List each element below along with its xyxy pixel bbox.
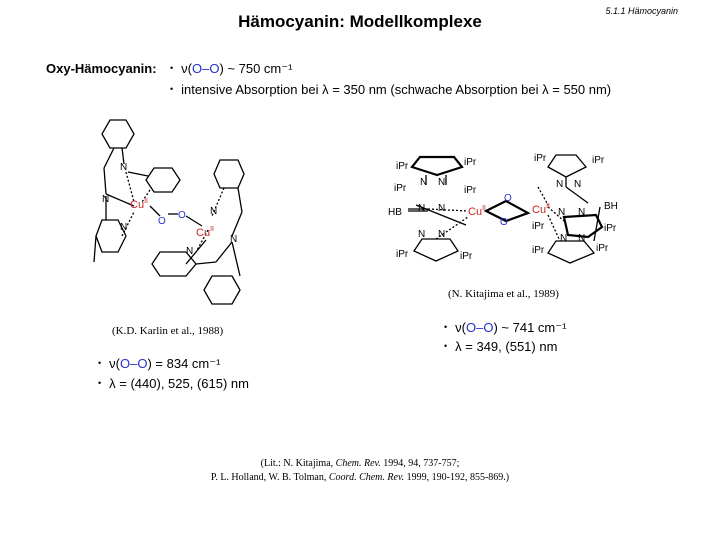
svg-text:iPr: iPr [596, 243, 609, 254]
karlin-complex-structure [92, 112, 268, 318]
svg-text:N: N [120, 222, 128, 233]
svg-text:N: N [556, 179, 564, 190]
literature-line-1: (Lit.: N. Kitajima, Chem. Rev. 1994, 94, 737-757; [260, 458, 460, 469]
svg-text:N: N [578, 233, 586, 244]
svg-text:iPr: iPr [394, 183, 407, 194]
svg-text:N: N [558, 207, 566, 218]
copper-center-right: $Cu^{II}$ [532, 203, 550, 216]
svg-text:iPr: iPr [532, 245, 545, 256]
kitajima-bullet-wavelength: • λ = 349, (551) nm [444, 339, 558, 354]
svg-text:N: N [120, 162, 128, 173]
svg-text:N: N [230, 234, 238, 245]
oxygen-atom: O [504, 193, 512, 204]
bullet-dot: • [170, 84, 174, 94]
bullet-dot: • [170, 63, 174, 73]
svg-text:iPr: iPr [396, 249, 409, 260]
bullet-dot: • [98, 378, 102, 388]
svg-text:N: N [578, 207, 586, 218]
svg-text:iPr: iPr [534, 153, 547, 164]
oxy-bullet-absorption: • intensive Absorption bei λ = 350 nm (schwache Absorption bei λ = 550 nm) [170, 82, 612, 97]
svg-text:iPr: iPr [396, 161, 409, 172]
oxy-hemocyanin-label: Oxy-Hämocyanin: [46, 61, 157, 76]
svg-text:iPr: iPr [532, 221, 545, 232]
svg-text:iPr: iPr [592, 155, 605, 166]
copper-center-left: $Cu^{II}$ [130, 198, 148, 211]
bullet-dot: • [444, 322, 448, 332]
karlin-bullet-wavelength: • λ = (440), 525, (615) nm [98, 376, 249, 391]
oxygen-atom: O [178, 210, 186, 221]
svg-text:iPr: iPr [460, 251, 473, 262]
svg-text:N: N [418, 203, 426, 214]
svg-text:BH: BH [604, 201, 618, 212]
citation-kitajima: (N. Kitajima et al., 1989) [448, 288, 559, 300]
svg-text:N: N [102, 194, 110, 205]
svg-text:N: N [574, 179, 582, 190]
svg-text:iPr: iPr [604, 223, 617, 234]
svg-text:N: N [560, 233, 568, 244]
citation-karlin: (K.D. Karlin et al., 1988) [112, 325, 224, 337]
copper-center-left: $Cu^{II}$ [468, 205, 486, 218]
page-title: Hämocyanin: Modellkomplexe [238, 12, 482, 31]
svg-text:N: N [438, 203, 446, 214]
oxygen-atom: O [500, 217, 508, 228]
oxy-bullet-vibration: • ν(O–O) ~ 750 cm⁻¹ [170, 61, 293, 76]
bullet-dot: • [444, 341, 448, 351]
svg-text:iPr: iPr [464, 157, 477, 168]
svg-text:N: N [438, 177, 446, 188]
copper-center-right: $Cu^{II}$ [196, 226, 214, 239]
svg-text:N: N [186, 246, 194, 257]
section-label: 5.1.1 Hämocyanin [605, 6, 678, 16]
svg-text:N: N [438, 229, 446, 240]
svg-text:iPr: iPr [464, 185, 477, 196]
kitajima-bullet-vibration: • ν(O–O) ~ 741 cm⁻¹ [444, 320, 567, 335]
bullet-dot: • [98, 358, 102, 368]
oxygen-atom: O [158, 216, 166, 227]
literature-line-2: P. L. Holland, W. B. Tolman, Coord. Chem. Rev. 1999, 190-192, 855-869.) [210, 472, 510, 483]
svg-text:N: N [418, 229, 426, 240]
svg-text:HB: HB [388, 207, 402, 218]
kitajima-complex-structure [388, 145, 628, 273]
karlin-bullet-vibration: • ν(O–O) = 834 cm⁻¹ [98, 356, 221, 371]
svg-text:N: N [210, 206, 218, 217]
svg-text:N: N [420, 177, 428, 188]
